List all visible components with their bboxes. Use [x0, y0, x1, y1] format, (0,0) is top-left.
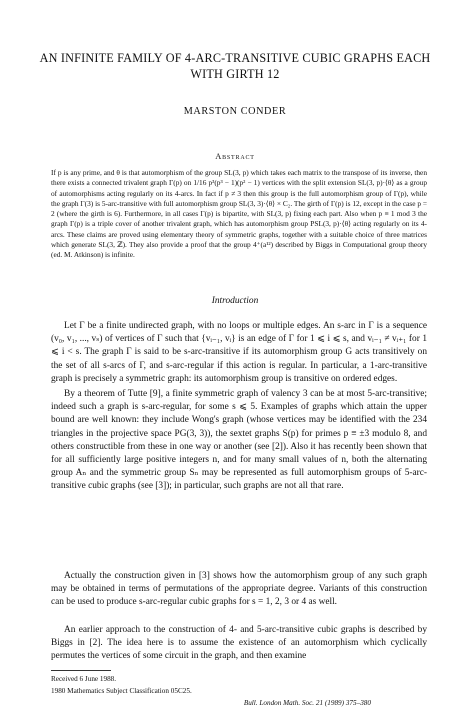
abstract-heading: Abstract: [215, 152, 255, 161]
intro-paragraph-2: By a theorem of Tutte [9], a finite symmetric graph of valency 3 can be at most 5-arc-transitive; indeed such a graph is s-arc-regular, for some s ⩽ 5. Examples of graphs which attain the upper bound are well known: they include Wong's graph (whose vertices may be identified with the 234 triangles in the projective space PG(3, 3)), the sextet graphs S(p) for primes p ≡ ±3 modulo 8, and others constructible from these in one way or another (see [2]). Also it has recently been shown that for all sufficiently large positive integers n, and for many small values of n, both the alternating group Aₙ and the symmetric group Sₙ may be represented as full automorphism groups of 5-arc-transitive cubic graphs (see [3]); in particular, such graphs are not all that rare.: [51, 389, 427, 492]
msc-classification: 1980 Mathematics Subject Classification 05C25.: [51, 687, 192, 695]
paper-title: AN INFINITE FAMILY OF 4-ARC-TRANSITIVE CUBIC GRAPHS EACH WITH GIRTH 12: [39, 51, 431, 81]
intro-paragraph-1: Let Γ be a finite undirected graph, with no loops or multiple edges. An s-arc in Γ is a sequence (v₀, v₁, ..., vₛ) of vertices of Γ such that {vᵢ₋₁, vᵢ} is an edge of Γ for 1 ⩽ i ⩽ s, and vᵢ₋₁ ≠ vᵢ₊₁ for 1 ⩽ i < s. The graph Γ is said to be s-arc-transitive if its automorphism group G acts transitively on the set of all s-arcs of Γ, and s-arc-regular if this action is regular. In particular, a 1-arc-transitive graph is precisely a symmetric graph: its automorphism group is transitive on ordered edges.: [51, 321, 427, 384]
journal-citation: Bull. London Math. Soc. 21 (1989) 375–380: [243, 699, 371, 707]
footnote-rule: [51, 670, 111, 671]
received-date: Received 6 June 1988.: [51, 675, 117, 683]
intro-paragraph-3: Actually the construction given in [3] shows how the automorphism group of any such graph may be obtained in terms of permutations of the appropriate degree. Variants of this construction can be used to produce s-arc-regular cubic graphs for s = 1, 2, 3 or 4 as well.: [51, 571, 427, 608]
abstract-text: If p is any prime, and θ is that automorphism of the group SL(3, p) which takes each matrix to the transpose of its inverse, then there exists a connected trivalent graph Γ(p) on 1/16 p³(p³ − 1)(p² − 1) vertices with the split extension SL(3, p)·⟨θ⟩ as a group of automorphisms acting regularly on its 4-arcs. In fact if p ≠ 3 then this group is the full automorphism group of Γ(p), while the graph Γ(3) is 5-arc-transitive with full automorphism group SL(3, 3)·⟨θ⟩ × C₂. The girth of Γ(p) is 12, except in the case p = 2 (where the girth is 6). Furthermore, in all cases Γ(p) is bipartite, with SL(3, p) fixing each part. Also when p ≡ 1 mod 3 the graph Γ(p) is a triple cover of another trivalent graph, which has automorphism group PSL(3, p)·⟨θ⟩ acting regularly on its 4-arcs. These claims are proved using elementary theory of symmetric graphs, together with a suitable choice of three matrices which generate SL(3, ℤ). They also provide a proof that the group 4⁺(a¹²) described by Biggs in Computational group theory (ed. M. Atkinson) is infinite.: [51, 168, 427, 260]
intro-paragraph-4: An earlier approach to the construction of 4- and 5-arc-transitive cubic graphs is described by Biggs in [2]. The idea here is to assume the existence of an automorphism which cyclically permutes the vertices of some circuit in the graph, and then examine: [51, 625, 427, 662]
introduction-heading: Introduction: [211, 296, 259, 306]
author-name: MARSTON CONDER: [183, 106, 287, 117]
